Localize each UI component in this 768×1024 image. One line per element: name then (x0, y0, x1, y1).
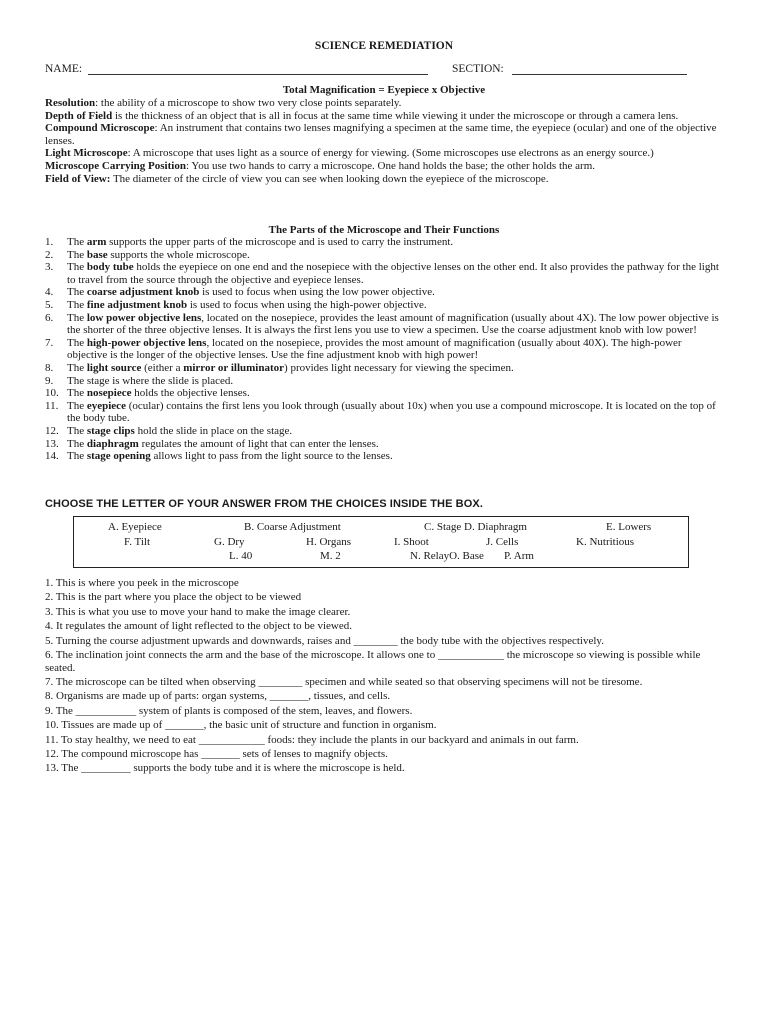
parts-heading: The Parts of the Microscope and Their Functions (268, 224, 500, 236)
choice: H. Organs (306, 536, 352, 548)
choice: F. Tilt (124, 536, 151, 548)
definition-term: Light Microscope (45, 147, 128, 160)
part-item: 1. The arm supports the upper parts of the microscope and is used to carry the instrument. (45, 236, 454, 248)
magnification-formula: Total Magnification = Eyepiece x Objective (282, 84, 486, 96)
definitions-list (45, 97, 723, 185)
choice: J. Cells (486, 536, 519, 548)
instructions: CHOOSE THE LETTER OF YOUR ANSWER FROM THE CHOICES INSIDE THE BOX. (45, 498, 483, 510)
choice: M. 2 (320, 550, 341, 562)
question-item: 3. This is what you use to move your hand to make the image clearer. (45, 605, 351, 618)
definition (45, 122, 723, 147)
choice: K. Nutritious (576, 536, 635, 548)
question-item: 4. It regulates the amount of light reflected to the object to be viewed. (45, 620, 352, 633)
choice: C. Stage D. Diaphragm (424, 521, 527, 533)
question-item: 13. The _________ supports the body tube and it is where the microscope is held. (45, 762, 405, 775)
definition (45, 97, 723, 110)
question-item: 1. This is where you peek in the microscope (45, 577, 239, 589)
question-item: 9. The ___________ system of plants is composed of the stem, leaves, and flowers. (45, 704, 413, 717)
question-item: 12. The compound microscope has _______ sets of lenses to magnify objects. (45, 747, 388, 760)
parts-list (45, 236, 723, 463)
part-item: 7. The high-power objective lens, located on the nosepiece, provides the most amount of magnification (usually about 40X). The high-power objective is the longer of the objective lenses. Use the fine adjustment knob with high power! (45, 336, 682, 362)
definition-term: Field of View: (45, 172, 111, 185)
question-item: 11. To stay healthy, we need to eat ____________ foods: they include the plants in our backyard and animals in out farm. (45, 733, 579, 746)
part-item: 8. The light source (either a mirror or illuminator) provides light necessary for viewing the specimen. (45, 361, 514, 374)
part-item: 2. The base supports the whole microscope. (45, 248, 250, 261)
part-item: 14. The stage opening allows light to pass from the light source to the lenses. (45, 450, 393, 463)
definition (45, 110, 723, 123)
question-item: 5. Turning the course adjustment upwards and downwards, raises and ________ the body tube with the objectives respectively. (45, 634, 604, 647)
section-label: SECTION: (452, 63, 504, 75)
part-item: 11. The eyepiece (ocular) contains the first lens you look through (usually about 10x) when you use a compound microscope. It is located on the top of the body tube. (45, 399, 716, 425)
question-item: 2. This is the part where you place the object to be viewed (45, 591, 302, 604)
choice: E. Lowers (606, 521, 652, 533)
definition-term: Microscope Carrying Position (45, 159, 186, 172)
question-item: 10. Tissues are made up of _______, the basic unit of structure and function in organism. (45, 719, 437, 732)
definition-term: Depth of Field (45, 109, 113, 122)
name-field[interactable] (88, 74, 428, 75)
question-item: 8. Organisms are made up of parts: organ systems, _______, tissues, and cells. (45, 690, 391, 703)
part-item: 5. The fine adjustment knob is used to focus when using the high-power objective. (45, 298, 427, 311)
choice: I. Shoot (394, 536, 429, 548)
part-item: 12. The stage clips hold the slide in place on the stage. (45, 424, 293, 437)
definition-text: is the thickness of an object that is all in focus at the same time while viewing it under the microscope or through a camera lens. (112, 109, 679, 122)
choice: N. RelayO. Base (410, 550, 484, 562)
definition-text: : A microscope that uses light as a source of energy for viewing. (Some microscopes use electrons as an energy source.) (127, 147, 654, 160)
answer-choices-box (73, 516, 689, 568)
header-fields (45, 63, 725, 79)
page-title: SCIENCE REMEDIATION (314, 40, 454, 52)
part-item: 9. The stage is where the slide is placed. (45, 374, 234, 387)
definition-term: Resolution (45, 97, 96, 109)
definition (45, 147, 723, 160)
definition-text: : the ability of a microscope to show two very close points separately. (95, 97, 402, 109)
part-item: 6. The low power objective lens, located on the nosepiece, provides the least amount of magnification (usually about 4X). The low power objective is the shorter of the three objective lenses. It is always the first lens you use to view a specimen. Use the coarse adjustment knob with low power! (45, 311, 719, 337)
definition (45, 173, 723, 186)
section-field[interactable] (512, 74, 687, 75)
name-label: NAME: (45, 63, 83, 75)
question-item: 6. The inclination joint connects the arm and the base of the microscope. It allows one to ____________ the microscope so viewing is possible while seated. (45, 648, 701, 674)
definition-text: The diameter of the circle of view you can see when looking down the eyepiece of the microscope. (110, 172, 549, 185)
part-item: 10. The nosepiece holds the objective lenses. (45, 387, 250, 400)
definition-text: : An instrument that contains two lenses magnifying a specimen at the same time, the eyepiece (ocular) and one of the objective lenses. (45, 122, 717, 147)
definition (45, 160, 723, 173)
question-item: 7. The microscope can be tilted when observing ________ specimen and while seated so that observing specimens will not be tiresome. (45, 675, 643, 688)
choice: A. Eyepiece (108, 521, 162, 533)
choice: P. Arm (504, 550, 534, 562)
choice: B. Coarse Adjustment (244, 521, 341, 533)
questions-list (45, 577, 725, 777)
choice: L. 40 (229, 550, 253, 562)
part-item: 3. The body tube holds the eyepiece on one end and the nosepiece with the objective lenses on the other end. It also provides the pathway for the light to travel from the source through the objective and eyepiece lenses. (45, 261, 719, 286)
definition-text: : You use two hands to carry a microscope. One hand holds the base; the other holds the arm. (185, 159, 596, 172)
part-item: 13. The diaphragm regulates the amount of light that can enter the lenses. (45, 437, 379, 450)
part-item: 4. The coarse adjustment knob is used to focus when using the low power objective. (45, 286, 435, 299)
definition-term: Compound Microscope (45, 122, 155, 135)
choice: G. Dry (214, 536, 245, 548)
